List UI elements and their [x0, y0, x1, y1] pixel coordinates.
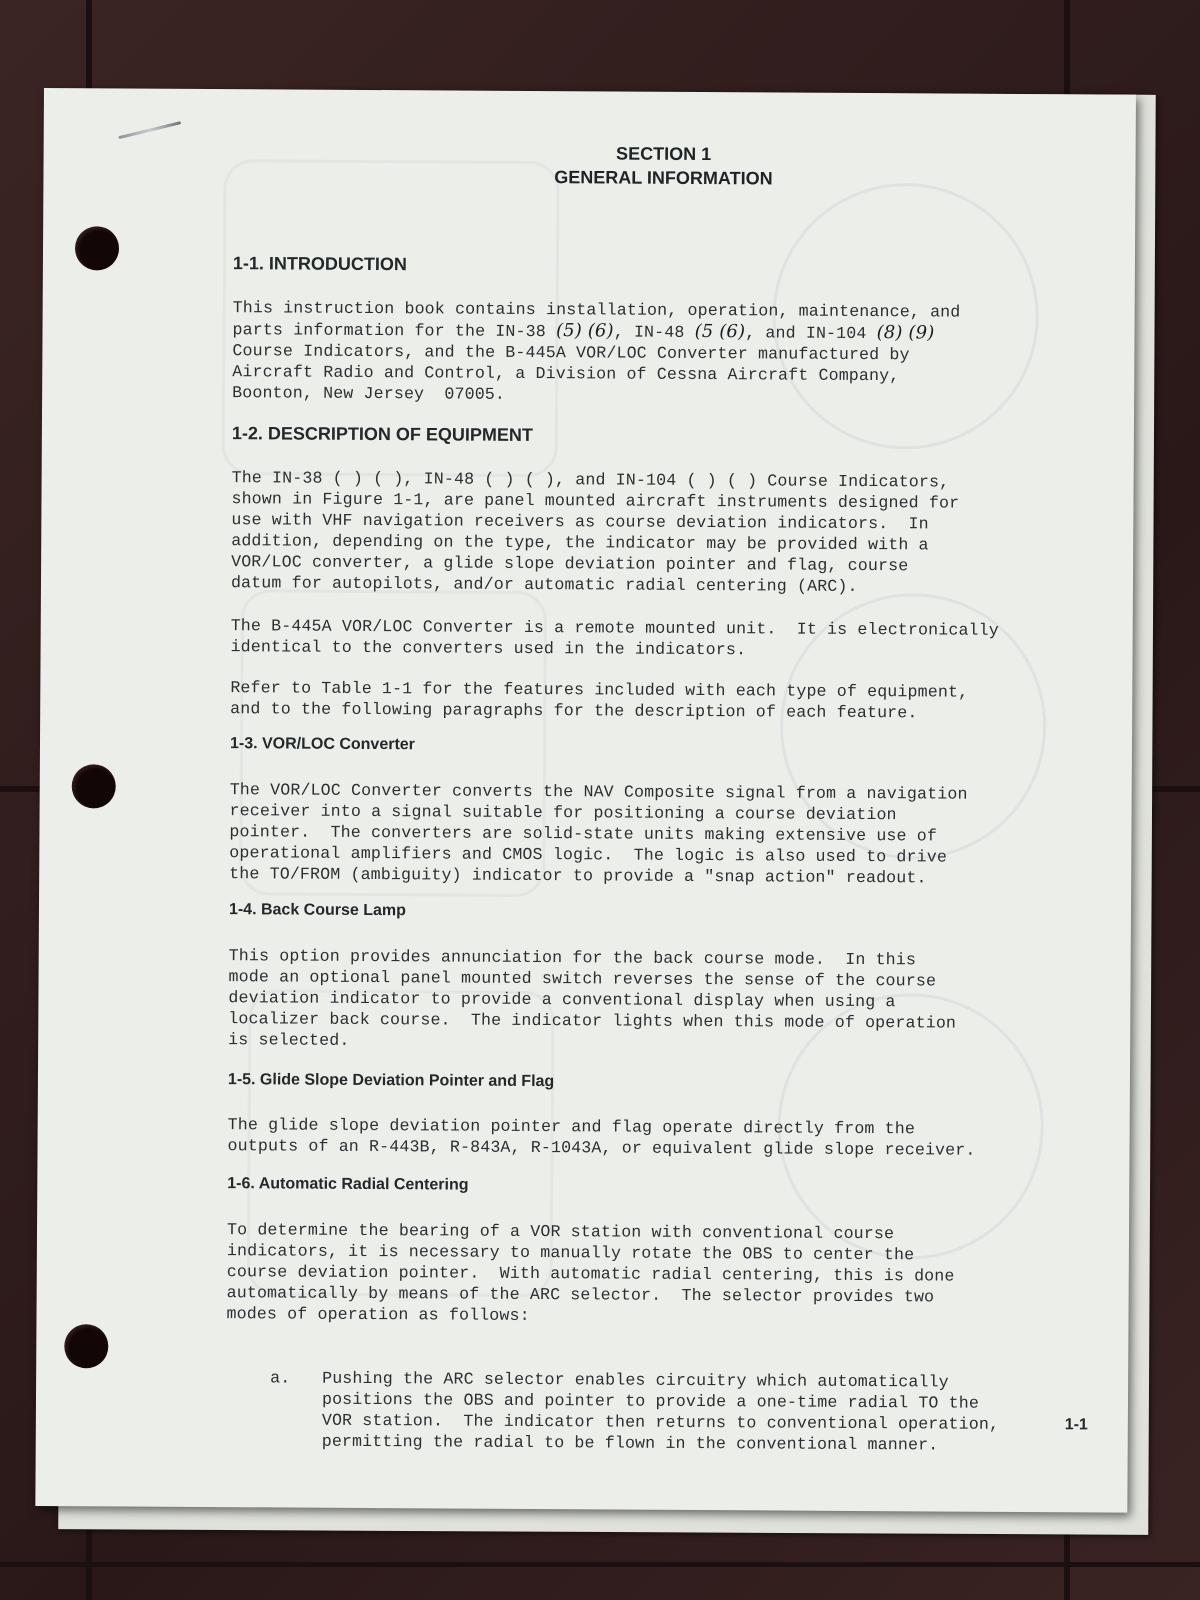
intro-line: This instruction book contains installation, operation, maintenance, and [232, 298, 961, 322]
document-page [35, 88, 1136, 1513]
list-item-label: a. [270, 1368, 291, 1388]
handwritten-note: (8) (9) [876, 322, 935, 344]
intro-line: parts information for the IN-38 [232, 320, 557, 342]
list-item-a: Pushing the ARC selector enables circuitry which automatically positions the OBS and pointer to provide a one-time radial TO the VOR station. The indicator then returns to conventional operation, permitting the radial to be flown in the conventional manner. [321, 1368, 1000, 1455]
intro-line: Course Indicators, and the B-445A VOR/LOC Converter manufactured by [232, 341, 910, 365]
description-paragraph-3: Refer to Table 1-1 for the features included with each type of equipment, and to the following paragraphs for the description of each feature. [230, 678, 969, 723]
vor-loc-paragraph: The VOR/LOC Converter converts the NAV Composite signal from a navigation receiver into a signal suitable for positioning a course deviation pointer. The converters are solid-state units making extensive use of operational amplifiers and CMOS logic. The logic is also used to drive the TO/FROM (ambiguity) indicator to provide a "snap action" readout. [229, 780, 968, 888]
handwritten-note: (5) (6) [555, 320, 614, 342]
description-paragraph-1: The IN-38 ( ) ( ), IN-48 ( ) ( ), and IN-104 ( ) ( ) Course Indicators, shown in Figure 1-1, are panel mounted aircraft instruments designed for use with VHF navigation receivers as course deviation indicators. In addition, depending on the type, the indicator may be provided with a VOR/LOC converter, a glide slope deviation pointer and flag, course datum for autopilots, and/or automatic radial centering (ARC). [230, 468, 960, 596]
section-label: SECTION 1 [616, 143, 712, 165]
staple [118, 121, 181, 139]
page-number: 1-1 [1064, 1416, 1088, 1434]
handwritten-note: (5 (6) [694, 320, 746, 343]
binder-hole [75, 226, 119, 270]
arc-paragraph: To determine the bearing of a VOR station with conventional course indicators, it is necessary to manually rotate the OBS to center the course deviation pointer. With automatic radial centering, this is done automatically by means of the ARC selector. The selector provides two modes of operation as follows: [226, 1220, 955, 1325]
heading-glide-slope: 1-5. Glide Slope Deviation Pointer and Flag [227, 1071, 555, 1091]
intro-line: , and IN-104 [745, 323, 877, 344]
tile-grout-horizontal [0, 1562, 1200, 1567]
heading-vor-loc: 1-3. VOR/LOC Converter [229, 735, 415, 754]
binder-hole [72, 764, 116, 808]
section-title: GENERAL INFORMATION [554, 167, 773, 189]
heading-description: 1-2. DESCRIPTION OF EQUIPMENT [231, 423, 533, 445]
heading-arc: 1-6. Automatic Radial Centering [227, 1175, 469, 1194]
intro-line: Aircraft Radio and Control, a Division of Cessna Aircraft Company, [232, 362, 900, 386]
page-content [226, 139, 1053, 1455]
intro-line: Boonton, New Jersey 07005. [232, 383, 506, 404]
intro-line: , IN-48 [613, 322, 695, 342]
binder-hole [64, 1324, 108, 1368]
description-paragraph-2: The B-445A VOR/LOC Converter is a remote mounted unit. It is electronically identical to the converters used in the indicators. [230, 616, 999, 660]
glide-slope-paragraph: The glide slope deviation pointer and flag operate directly from the outputs of an R-443B, R-843A, R-1043A, or equivalent glide slope receiver. [227, 1115, 976, 1160]
heading-introduction: 1-1. INTRODUCTION [232, 253, 408, 275]
intro-paragraph [232, 297, 960, 407]
back-course-paragraph: This option provides annunciation for the back course mode. In this mode an optional panel mounted switch reverses the sense of the course deviation indicator to provide a conventional display when using a localizer back course. The indicator lights when this mode of operation is selected. [228, 946, 957, 1050]
heading-back-course: 1-4. Back Course Lamp [228, 901, 406, 920]
